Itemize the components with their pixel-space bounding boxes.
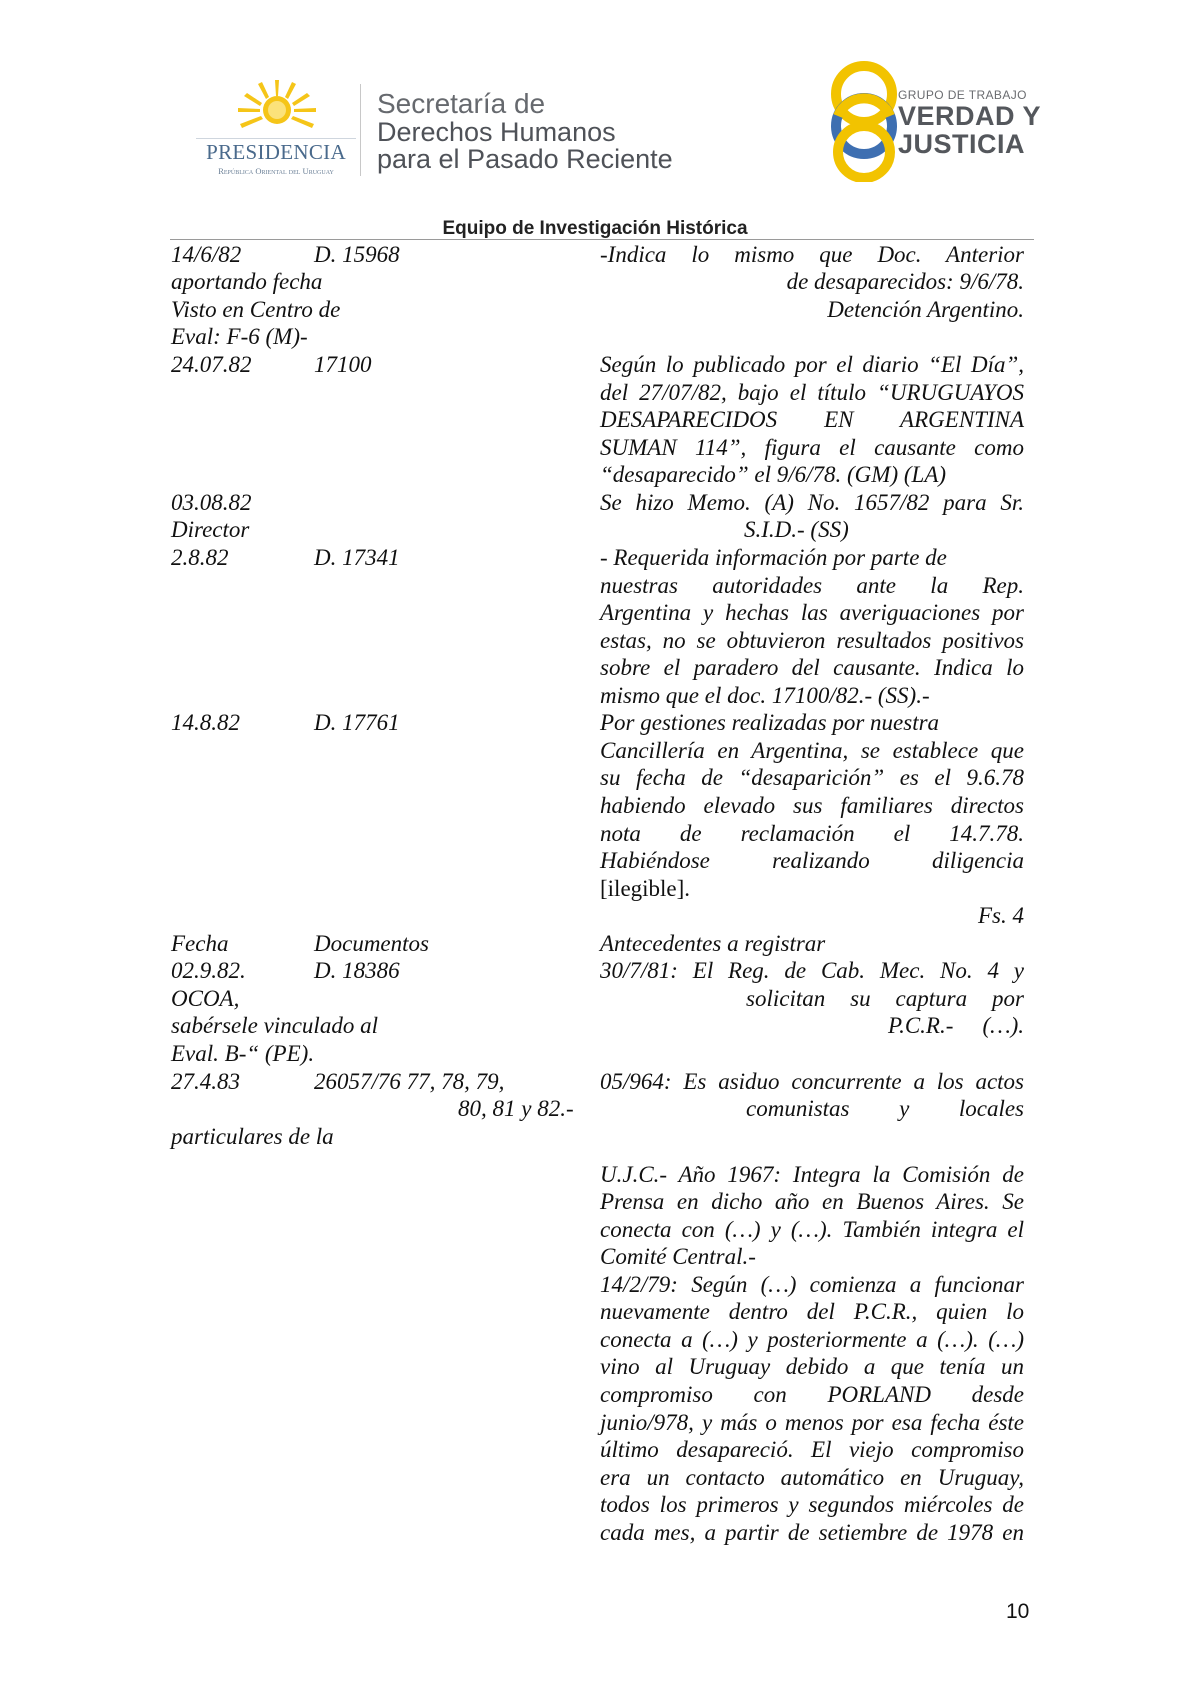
cell-antecedent: S.I.D.- (SS) xyxy=(744,517,849,542)
cell-antecedent: DESAPARECIDOS EN ARGENTINA xyxy=(600,407,1024,432)
cell-document: D. 15968 xyxy=(314,242,400,267)
cell-date: sabérsele vinculado al xyxy=(171,1013,378,1038)
cell-date: 02.9.82. xyxy=(171,958,246,983)
cell-antecedent: todos los primeros y segundos miércoles de xyxy=(600,1492,1024,1517)
cell-antecedent: 05/964: Es asiduo concurrente a los actos xyxy=(600,1069,1024,1094)
cell-antecedent: del 27/07/82, bajo el título “URUGUAYOS xyxy=(600,380,1024,405)
cell-antecedent: compromiso con PORLAND desde xyxy=(600,1382,1024,1407)
cell-antecedent: habiendo elevado sus familiares directos xyxy=(600,793,1024,818)
cell-date: Eval: F-6 (M)- xyxy=(171,324,308,349)
cell-antecedent: Habiéndose realizando diligencia xyxy=(600,848,1024,873)
cell-date: 27.4.83 xyxy=(171,1069,240,1094)
cell-antecedent: conecta a (…) y posteriormente a (…). (…) xyxy=(600,1327,1024,1352)
cell-document: 17100 xyxy=(314,352,372,377)
cell-antecedent: último desapareció. El viejo compromiso xyxy=(600,1437,1024,1462)
cell-antecedent: mismo que el doc. 17100/82.- (SS).- xyxy=(600,683,930,708)
cell-date: aportando fecha xyxy=(171,269,323,294)
gtvj-line-2: VERDAD Y xyxy=(898,101,1042,131)
presidencia-subtitle: República Oriental del Uruguay xyxy=(218,166,334,176)
cell-antecedent: -Indica lo mismo que Doc. Anterior xyxy=(600,242,1024,267)
cell-antecedent: Según lo publicado por el diario “El Día”, xyxy=(600,352,1024,377)
cell-antecedent: 30/7/81: El Reg. de Cab. Mec. No. 4 y xyxy=(600,958,1024,983)
cell-antecedent: 14/2/79: Según (…) comienza a funcionar xyxy=(600,1272,1024,1297)
cell-antecedent: era un contacto automático en Uruguay, xyxy=(600,1465,1024,1490)
cell-antecedent: P.C.R.- (…). xyxy=(888,1013,1024,1038)
cell-antecedent: Comité Central.- xyxy=(600,1244,756,1269)
cell-antecedent: U.J.C.- Año 1967: Integra la Comisión de xyxy=(600,1162,1024,1187)
cell-date: Visto en Centro de xyxy=(171,297,341,322)
cell-antecedent: cada mes, a partir de setiembre de 1978 en xyxy=(600,1520,1024,1545)
cell-antecedent: solicitan su captura por xyxy=(746,986,1024,1011)
cell-antecedent: su fecha de “desaparición” es el 9.6.78 xyxy=(600,765,1024,790)
cell-antecedent: junio/978, y más o menos por esa fecha éste xyxy=(600,1410,1024,1435)
cell-antecedent: Detención Argentino. xyxy=(827,297,1024,322)
cell-date: Eval. B-“ (PE). xyxy=(171,1041,315,1066)
cell-antecedent: Argentina y hechas las averiguaciones por xyxy=(600,600,1024,625)
column-heading-antecedentes: Antecedentes a registrar xyxy=(600,931,826,956)
secretaria-line-2: Derechos Humanos xyxy=(377,117,616,147)
cell-antecedent: comunistas y locales xyxy=(746,1096,1024,1121)
page-number: 10 xyxy=(1006,1600,1030,1623)
cell-antecedent: - Requerida información por parte de xyxy=(600,545,947,570)
cell-antecedent: sobre el paradero del causante. Indica lo xyxy=(600,655,1024,680)
cell-date: OCOA, xyxy=(171,986,240,1011)
cell-antecedent: nota de reclamación el 14.7.78. xyxy=(600,821,1024,846)
presidencia-wordmark: PRESIDENCIA xyxy=(206,140,346,164)
secretaria-line-3: para el Pasado Reciente xyxy=(377,144,673,174)
column-heading-fecha: Fecha xyxy=(171,931,229,956)
cell-document: 26057/76 77, 78, 79, xyxy=(314,1069,505,1094)
cell-document: D. 18386 xyxy=(314,958,400,983)
cell-antecedent: nuevamente dentro del P.C.R., quien lo xyxy=(600,1299,1024,1324)
team-title: Equipo de Investigación Histórica xyxy=(442,218,748,239)
cell-date: 14.8.82 xyxy=(171,710,240,735)
cell-antecedent: Por gestiones realizadas por nuestra xyxy=(600,710,940,735)
cell-date: 03.08.82 xyxy=(171,490,252,515)
cell-document: D. 17761 xyxy=(314,710,400,735)
cell-date: 24.07.82 xyxy=(171,352,252,377)
cell-antecedent: “desaparecido” el 9/6/78. (GM) (LA) xyxy=(600,462,947,487)
cell-date: particulares de la xyxy=(171,1124,334,1149)
cell-antecedent: Cancillería en Argentina, se establece que xyxy=(600,738,1024,763)
cell-antecedent: de desaparecidos: 9/6/78. xyxy=(786,269,1024,294)
secretaria-line-1: Secretaría de xyxy=(377,88,546,119)
cell-antecedent: Se hizo Memo. (A) No. 1657/82 para Sr. xyxy=(600,490,1024,515)
cell-antecedent: estas, no se obtuvieron resultados positivos xyxy=(600,628,1024,653)
cell-antecedent: SUMAN 114”, figura el causante como xyxy=(600,435,1024,460)
cell-date: 2.8.82 xyxy=(171,545,229,570)
column-heading-documentos: Documentos xyxy=(314,931,429,956)
folio-label: Fs. 4 xyxy=(978,903,1024,928)
cell-antecedent: conecta con (…) y (…). También integra el xyxy=(600,1217,1024,1242)
cell-date: Director xyxy=(171,517,250,542)
cell-antecedent: Prensa en dicho año en Buenos Aires. Se xyxy=(600,1189,1024,1214)
cell-antecedent: vino al Uruguay debido a que tenía un xyxy=(600,1354,1024,1379)
cell-antecedent: [ilegible]. xyxy=(600,876,691,901)
cell-document: 80, 81 y 82.- xyxy=(458,1096,574,1121)
cell-antecedent: nuestras autoridades ante la Rep. xyxy=(600,573,1024,598)
cell-document: D. 17341 xyxy=(314,545,400,570)
gtvj-line-1: GRUPO DE TRABAJO xyxy=(898,88,1027,102)
cell-date: 14/6/82 xyxy=(171,242,242,267)
gtvj-line-3: JUSTICIA xyxy=(898,129,1026,159)
